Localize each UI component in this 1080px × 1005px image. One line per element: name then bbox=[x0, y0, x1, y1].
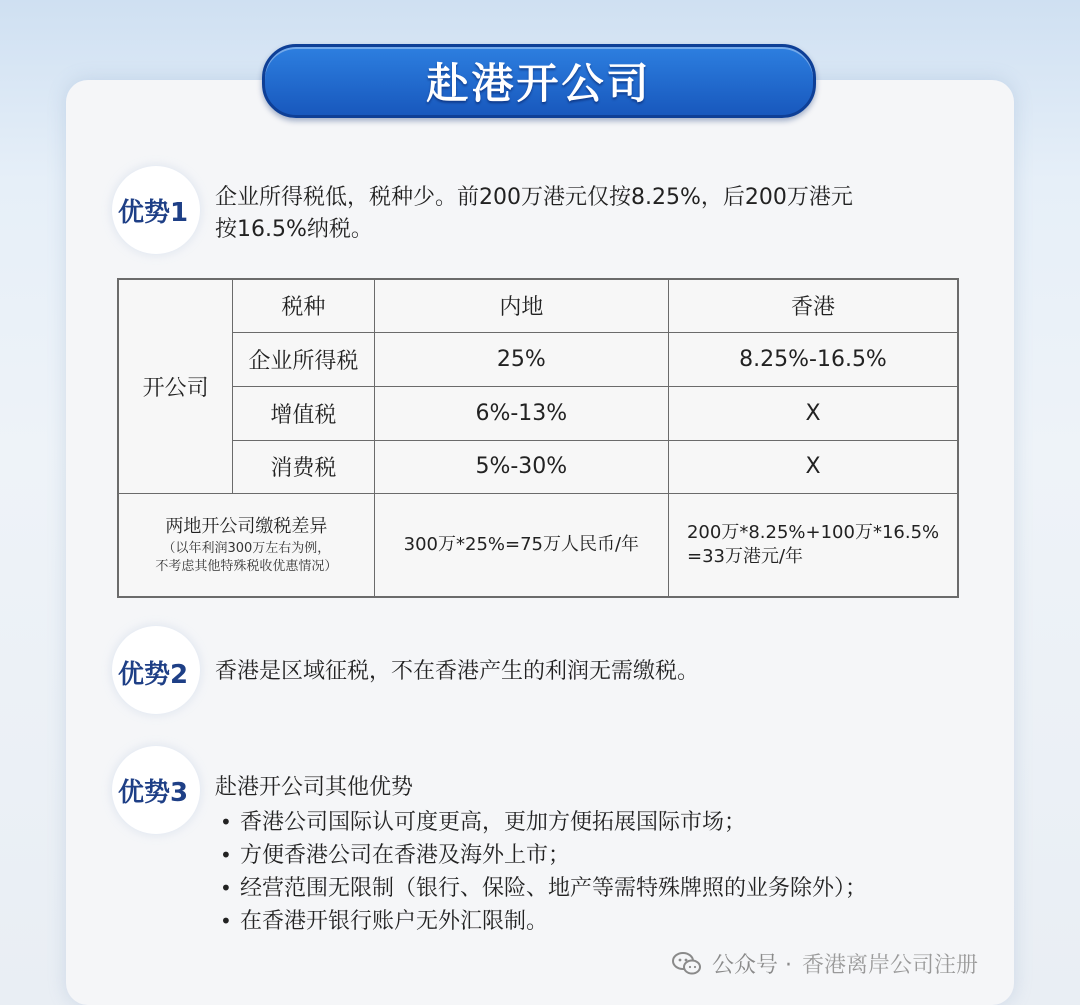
table-row bbox=[118, 440, 958, 493]
table-header-row bbox=[118, 279, 958, 332]
advantage-1-text-line1: 企业所得税低，税种少。前200万港元仅按8.25%，后200万港元 bbox=[215, 185, 853, 210]
table-row bbox=[118, 386, 958, 440]
advantage-3-text: 赴港开公司其他优势 bbox=[215, 775, 414, 800]
list-item: • 香港公司国际认可度更高，更加方便拓展国际市场； bbox=[220, 810, 747, 835]
mainland-rate-cell: 6%-13% bbox=[374, 386, 668, 440]
title-banner bbox=[262, 44, 816, 118]
tax-comparison-table bbox=[117, 278, 959, 598]
diff-note-line2: 不考虑其他特殊税收优惠情况） bbox=[155, 558, 338, 574]
watermark bbox=[672, 948, 978, 979]
table-diff-row bbox=[118, 493, 958, 597]
header-tax-type: 税种 bbox=[233, 279, 375, 332]
mainland-calc-cell: 300万*25%=75万人民币/年 bbox=[374, 493, 668, 597]
diff-note-line1: （以年利润300万左右为例， bbox=[162, 540, 331, 556]
advantage-1-label: 优势1 bbox=[118, 198, 189, 228]
list-item: • 方便香港公司在香港及海外上市； bbox=[220, 843, 571, 868]
advantage-2-text: 香港是区域征税，不在香港产生的利润无需缴税。 bbox=[215, 659, 700, 684]
advantage-3-label: 优势3 bbox=[118, 778, 189, 808]
header-mainland: 内地 bbox=[374, 279, 668, 332]
list-item: • 在香港开银行账户无外汇限制。 bbox=[220, 909, 549, 934]
hongkong-rate-cell: X bbox=[668, 386, 958, 440]
advantage-1-text-line2: 按16.5%纳税。 bbox=[215, 217, 373, 242]
hongkong-rate-cell: 8.25%-16.5% bbox=[668, 332, 958, 386]
table-row bbox=[118, 332, 958, 386]
header-hongkong: 香港 bbox=[668, 279, 958, 332]
advantage-3-list bbox=[220, 806, 867, 938]
diff-label: 两地开公司缴税差异 bbox=[165, 515, 328, 537]
mainland-rate-cell: 25% bbox=[374, 332, 668, 386]
hongkong-calc-line1: 200万*8.25%+100万*16.5% bbox=[686, 521, 940, 543]
watermark-prefix: 公众号 · bbox=[712, 953, 792, 978]
hongkong-calc-line2: =33万港元/年 bbox=[686, 545, 804, 567]
hongkong-rate-cell: X bbox=[668, 440, 958, 493]
diff-label-cell bbox=[118, 493, 374, 597]
wechat-icon bbox=[672, 951, 702, 977]
mainland-rate-cell: 5%-30% bbox=[374, 440, 668, 493]
table-group-label: 开公司 bbox=[118, 279, 233, 493]
tax-name-cell: 企业所得税 bbox=[233, 332, 375, 386]
page-title: 赴港开公司 bbox=[426, 59, 652, 108]
list-item: • 经营范围无限制（银行、保险、地产等需特殊牌照的业务除外）； bbox=[220, 876, 868, 901]
advantage-2-label: 优势2 bbox=[118, 660, 189, 690]
tax-name-cell: 增值税 bbox=[233, 386, 375, 440]
watermark-account: 香港离岸公司注册 bbox=[802, 953, 979, 978]
hongkong-calc-cell bbox=[668, 493, 958, 597]
tax-name-cell: 消费税 bbox=[233, 440, 375, 493]
